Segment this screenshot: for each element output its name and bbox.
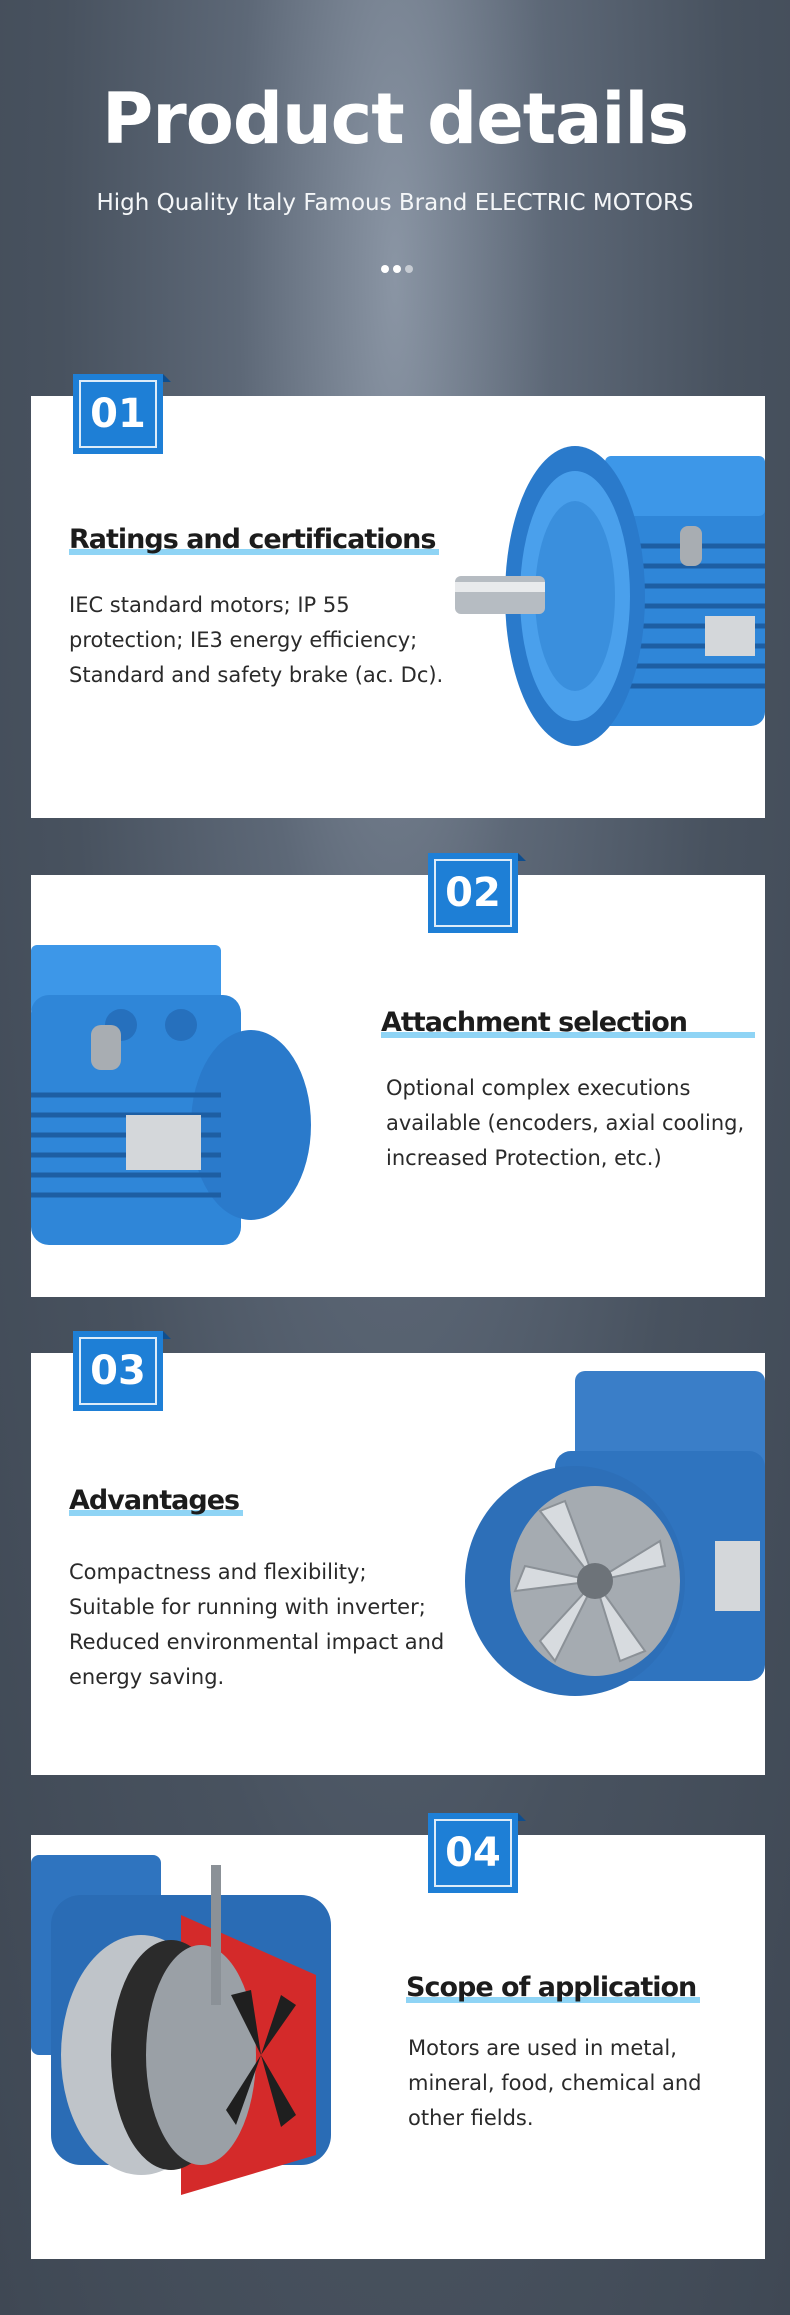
section-card-1 — [31, 391, 765, 818]
motor-side-image — [31, 945, 311, 1275]
section-text: IEC standard motors; IP 55 protection; IE3 energy efficiency; Standard and safety brake (ac. Dc). — [69, 593, 444, 687]
section-text: Compactness and flexibility; Suitable for running with inverter; Reduced environmental impact and energy saving. — [69, 1560, 445, 1689]
section-card-2 — [31, 870, 765, 1297]
section-number-badge — [73, 1331, 163, 1411]
section-text: Motors are used in metal, mineral, food, chemical and other fields. — [408, 2036, 702, 2130]
section-number: 02 — [445, 870, 501, 916]
motor-flange-image — [455, 436, 765, 796]
section-number: 04 — [445, 1830, 501, 1876]
section-number-badge — [73, 374, 163, 454]
dot — [381, 265, 389, 273]
section-number: 01 — [90, 391, 146, 437]
page-header — [0, 0, 790, 380]
dot — [393, 265, 401, 273]
page-subtitle: High Quality Italy Famous Brand ELECTRIC MOTORS — [96, 190, 694, 216]
section-heading: Ratings and certifications — [69, 524, 439, 555]
motor-fan-image — [445, 1361, 765, 1731]
carousel-dots — [381, 265, 413, 273]
section-number: 03 — [90, 1348, 146, 1394]
section-number-badge — [428, 1813, 518, 1893]
section-text: Optional complex executions available (encoders, axial cooling, increased Protection, etc.) — [386, 1076, 745, 1170]
section-heading: Advantages — [69, 1485, 243, 1516]
dot — [405, 265, 413, 273]
section-card-4 — [31, 1830, 765, 2259]
section-number-badge — [428, 853, 518, 933]
section-heading: Attachment selection — [381, 1007, 755, 1038]
section-card-3 — [31, 1348, 765, 1775]
page-title: Product details — [101, 78, 689, 160]
motor-brake-cutaway-image — [31, 1855, 331, 2225]
section-heading: Scope of application — [406, 1972, 700, 2003]
